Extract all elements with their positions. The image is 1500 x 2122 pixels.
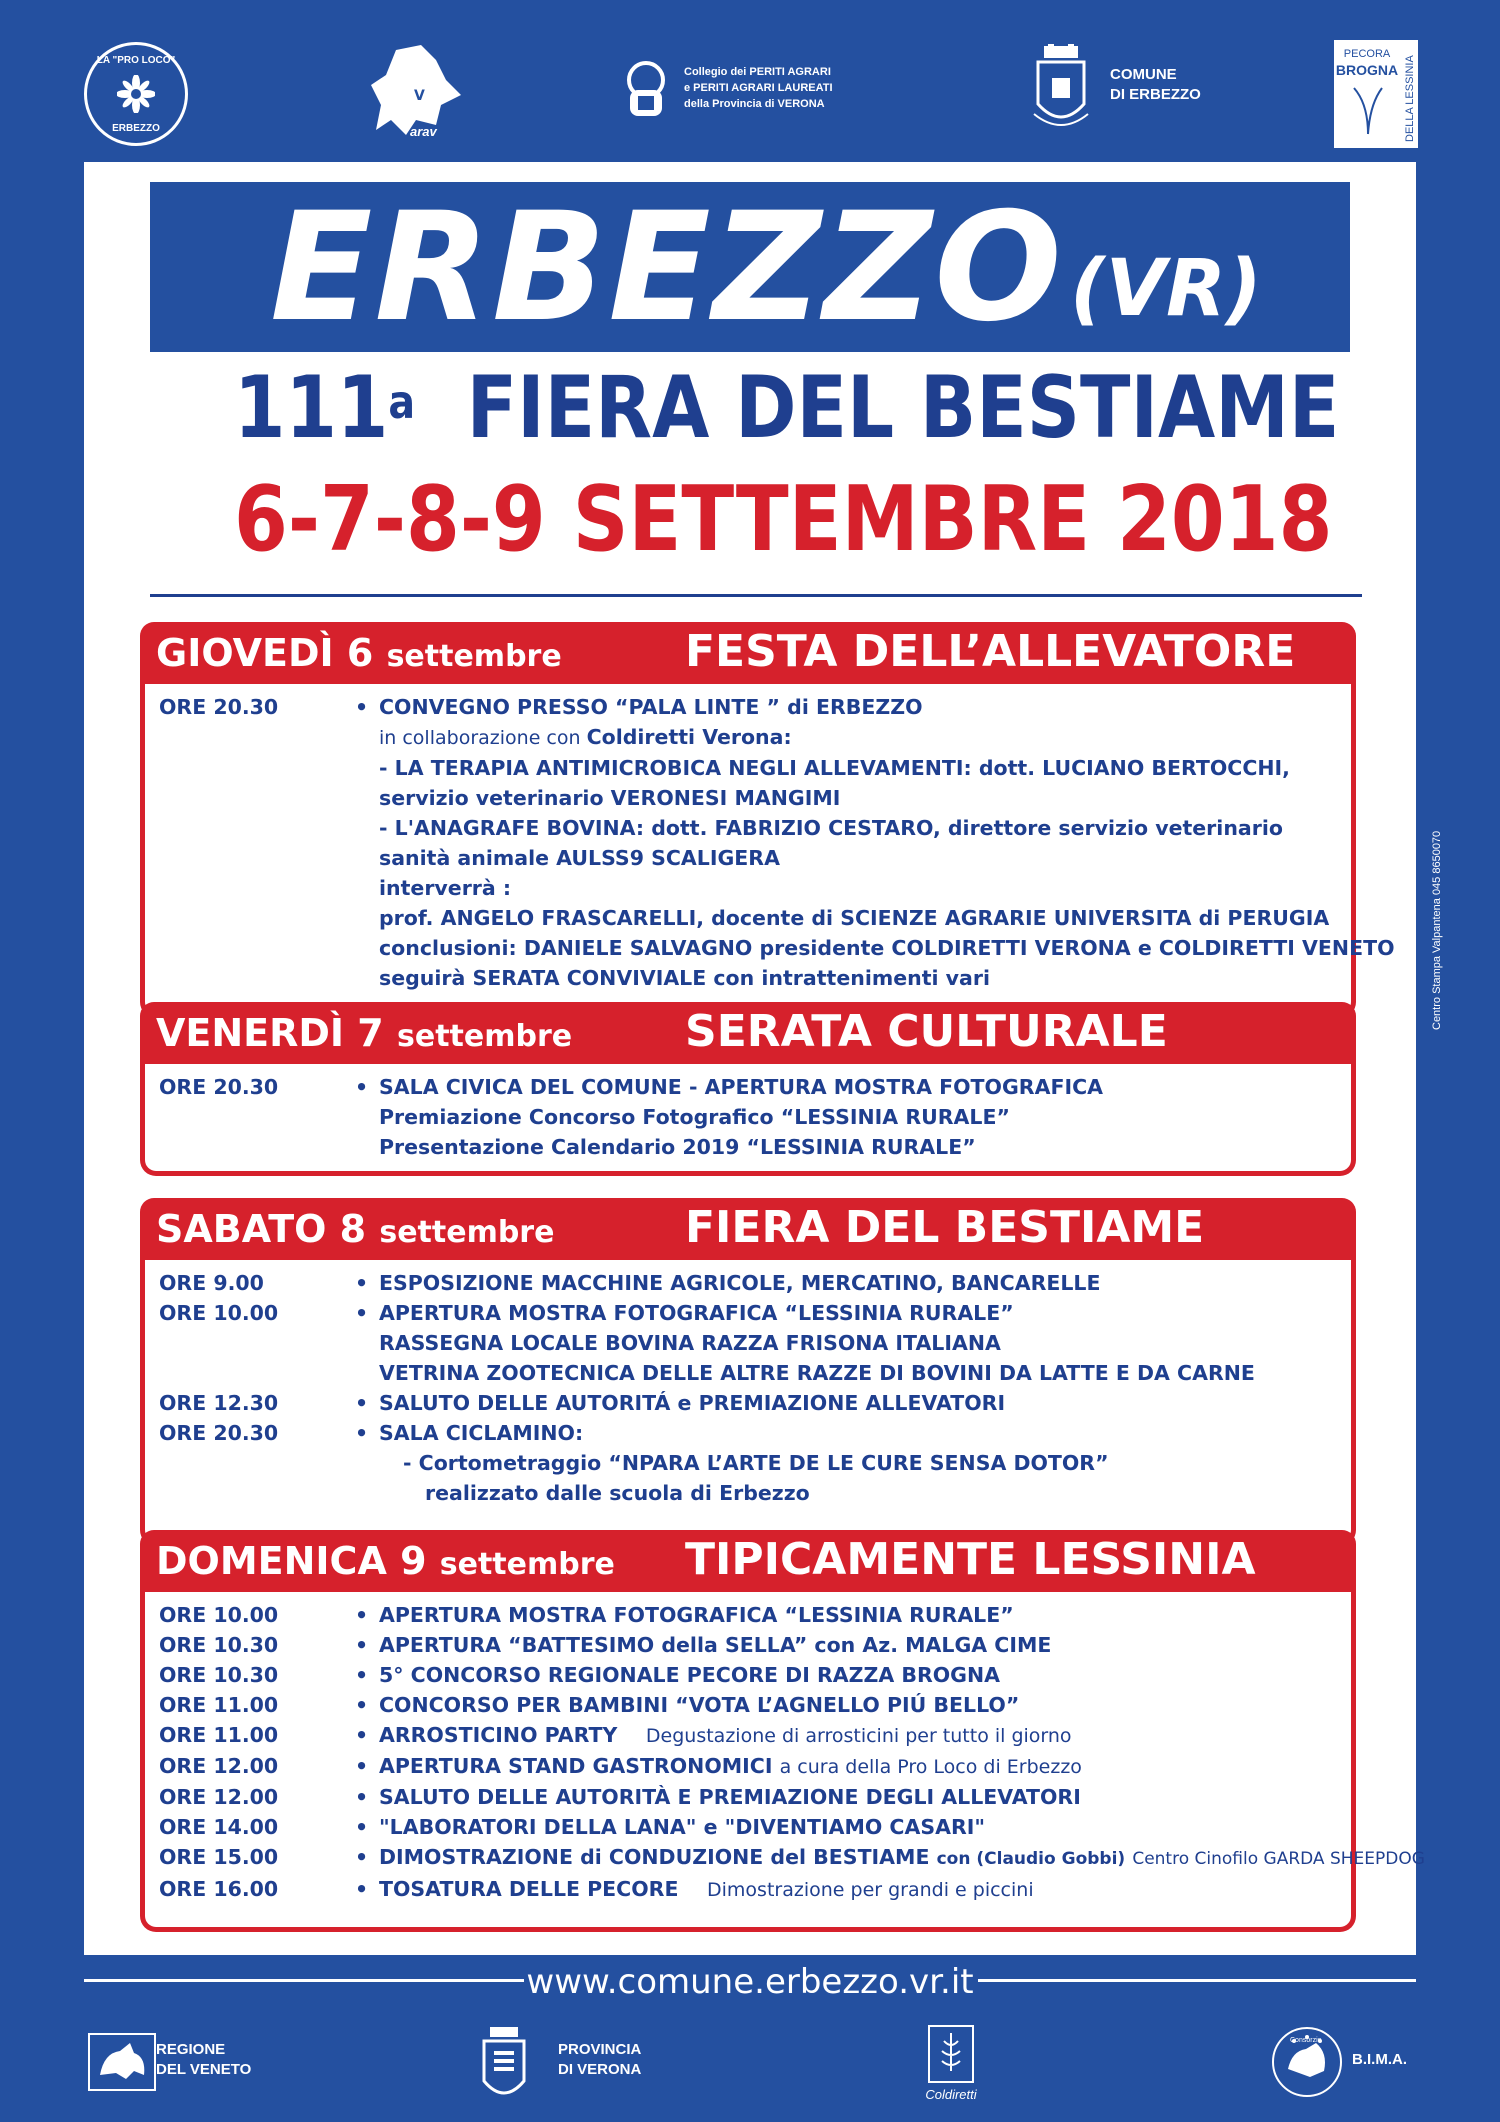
list-item: seguirà SERATA CONVIVIALE con intrattenimenti vari — [379, 966, 990, 990]
list-item: ORE 9.00 • ESPOSIZIONE MACCHINE AGRICOLE, MERCATINO, BANCARELLE — [159, 1271, 1101, 1295]
day-header — [140, 1198, 1356, 1260]
list-item: sanità animale AULSS9 SCALIGERA — [379, 846, 780, 870]
day-theme: FESTA DELL’ALLEVATORE — [685, 626, 1296, 677]
list-item: ORE 14.00 • "LABORATORI DELLA LANA" e "DIVENTIAMO CASARI" — [159, 1815, 986, 1839]
list-item: Premiazione Concorso Fotografico “LESSINIA RURALE” — [379, 1105, 1010, 1129]
list-item: realizzato dalle scuola di Erbezzo — [425, 1481, 810, 1505]
list-item: conclusioni: DANIELE SALVAGNO presidente COLDIRETTI VERONA e COLDIRETTI VENETO — [379, 936, 1395, 960]
coldiretti-emblem-icon — [928, 2025, 974, 2083]
bima-text: B.I.M.A. — [1352, 2051, 1407, 2068]
list-item: ORE 11.00 • CONCORSO PER BAMBINI “VOTA L’AGNELLO PIÚ BELLO” — [159, 1693, 1020, 1717]
list-item: ORE 20.30 • CONVEGNO PRESSO “PALA LINTE ” di ERBEZZO — [159, 695, 923, 719]
list-item: ORE 12.00 • SALUTO DELLE AUTORITÀ E PREMIAZIONE DEGLI ALLEVATORI — [159, 1785, 1081, 1809]
pro-loco-logo-top-text: LA "PRO LOCO" — [96, 55, 176, 66]
website-link[interactable]: www.comune.erbezzo.vr.it — [526, 1962, 974, 2002]
pecora-brogna-logo — [1334, 40, 1418, 148]
pro-loco-logo — [84, 42, 188, 146]
list-item: Presentazione Calendario 2019 “LESSINIA RURALE” — [379, 1135, 976, 1159]
day-schedule — [140, 1260, 1356, 1546]
pro-loco-logo-bottom-text: ERBEZZO — [112, 123, 160, 134]
pecora-brand-text: BROGNA — [1335, 62, 1399, 78]
list-item: ORE 10.30 • APERTURA “BATTESIMO della SELLA” con Az. MALGA CIME — [159, 1633, 1052, 1657]
day-theme: FIERA DEL BESTIAME — [685, 1202, 1205, 1253]
day-theme: SERATA CULTURALE — [685, 1006, 1168, 1057]
top-logo-strip — [0, 0, 1500, 160]
collegio-emblem-icon — [620, 60, 672, 120]
collegio-line-2: e PERITI AGRARI LAUREATI — [684, 82, 833, 94]
edelweiss-icon — [117, 75, 155, 113]
pecora-top-text: PECORA — [1343, 48, 1391, 60]
collegio-line-1: Collegio dei PERITI AGRARI — [684, 66, 831, 78]
day-header — [140, 1530, 1356, 1592]
regione-veneto-logo — [88, 2033, 308, 2103]
bima-logo — [1272, 2027, 1422, 2107]
list-item: ORE 12.30 • SALUTO DELLE AUTORITÁ e PREMIAZIONE ALLEVATORI — [159, 1391, 1006, 1415]
day-section-thursday — [140, 622, 1395, 1018]
day-name: VENERDÌ 7 settembre — [156, 1011, 573, 1055]
event-dates: 6-7-8-9 SETTEMBRE 2018 — [234, 467, 1333, 572]
day-section-sunday — [140, 1530, 1425, 1932]
list-item: - L'ANAGRAFE BOVINA: dott. FABRIZIO CESTARO, direttore servizio veterinario — [379, 816, 1283, 840]
title-banner — [150, 181, 1350, 355]
comune-line-1: COMUNE — [1110, 66, 1177, 83]
sheep-icon — [1348, 84, 1388, 140]
collegio-line-3: della Provincia di VERONA — [684, 98, 825, 110]
list-item: ORE 10.00 • APERTURA MOSTRA FOTOGRAFICA “LESSINIA RURALE” — [159, 1301, 1014, 1325]
list-item: interverrà : — [379, 876, 512, 900]
page-title: ERBEZZO — [270, 181, 1064, 355]
edition-number: 111 — [234, 358, 389, 458]
day-schedule — [140, 1064, 1356, 1176]
provincia-line-1: PROVINCIA — [558, 2041, 642, 2058]
arav-logo-text: arav — [410, 124, 437, 139]
title-divider — [150, 594, 1362, 597]
list-item: ORE 10.00 • APERTURA MOSTRA FOTOGRAFICA “LESSINIA RURALE” — [159, 1603, 1014, 1627]
comune-erbezzo-logo — [1030, 44, 1230, 136]
day-section-friday — [140, 1002, 1356, 1176]
regione-line-1: REGIONE — [156, 2041, 226, 2058]
list-item: - LA TERAPIA ANTIMICROBICA NEGLI ALLEVAMENTI: dott. LUCIANO BERTOCCHI, — [379, 756, 1290, 780]
coldiretti-logo — [916, 2025, 986, 2113]
day-name: GIOVEDÌ 6 settembre — [156, 631, 562, 675]
day-name: SABATO 8 settembre — [156, 1207, 555, 1251]
day-header — [140, 1002, 1356, 1064]
coldiretti-text: Coldiretti — [925, 2087, 977, 2102]
list-item: ORE 15.00 • DIMOSTRAZIONE di CONDUZIONE del BESTIAME con (Claudio Gobbi) Centro Cinofilo GARDA SHEEPDOG — [159, 1845, 1425, 1869]
bima-small-text: Consorzio — [1290, 2037, 1322, 2044]
list-item: - Cortometraggio “NPARA L’ARTE DE LE CURE SENSA DOTOR” — [403, 1451, 1109, 1475]
svg-text:V: V — [414, 88, 425, 104]
provincia-line-2: DI VERONA — [558, 2061, 642, 2078]
list-item: ORE 10.30 • 5° CONCORSO REGIONALE PECORE DI RAZZA BROGNA — [159, 1663, 1001, 1687]
comune-line-2: DI ERBEZZO — [1110, 86, 1201, 103]
day-name: DOMENICA 9 settembre — [156, 1539, 615, 1583]
list-item: prof. ANGELO FRASCARELLI, docente di SCIENZE AGRARIE UNIVERSITA di PERUGIA — [379, 906, 1330, 930]
day-theme: TIPICAMENTE LESSINIA — [685, 1534, 1256, 1585]
list-item: VETRINA ZOOTECNICA DELLE ALTRE RAZZE DI BOVINI DA LATTE E DA CARNE — [379, 1361, 1255, 1385]
day-section-saturday — [140, 1198, 1356, 1546]
list-item: servizio veterinario VERONESI MANGIMI — [379, 786, 841, 810]
provincia-verona-logo — [478, 2025, 698, 2111]
day-header — [140, 622, 1356, 684]
lion-icon — [88, 2033, 156, 2091]
pecora-side-text: DELLA LESSINIA — [1404, 55, 1416, 142]
regione-line-2: DEL VENETO — [156, 2061, 252, 2078]
day-schedule — [140, 1592, 1425, 1932]
list-item: in collaborazione con Coldiretti Verona: — [379, 725, 792, 749]
arav-logo — [366, 40, 466, 150]
event-name: FIERA DEL BESTIAME — [466, 358, 1340, 458]
list-item: ORE 16.00 • TOSATURA DELLE PECORE Dimostrazione per grandi e piccini — [159, 1877, 1034, 1901]
list-item: RASSEGNA LOCALE BOVINA RAZZA FRISONA ITALIANA — [379, 1331, 1001, 1355]
page-title-province: (VR) — [1070, 244, 1262, 334]
main-panel — [84, 162, 1425, 1955]
list-item: ORE 12.00 • APERTURA STAND GASTRONOMICI a cura della Pro Loco di Erbezzo — [159, 1754, 1082, 1778]
list-item: ORE 11.00 • ARROSTICINO PARTY Degustazione di arrosticini per tutto il giorno — [159, 1723, 1072, 1747]
list-item: ORE 20.30 • SALA CICLAMINO: — [159, 1421, 584, 1445]
event-subtitle — [234, 358, 1340, 458]
edition-ordinal: a — [388, 375, 416, 429]
day-schedule — [140, 684, 1395, 1018]
printer-credit: Centro Stampa Valpantena 045 8650070 — [1431, 830, 1443, 1030]
comune-crest-icon — [1030, 44, 1092, 134]
list-item: ORE 20.30 • SALA CIVICA DEL COMUNE - APERTURA MOSTRA FOTOGRAFICA — [159, 1075, 1103, 1099]
footer — [0, 1955, 1500, 2122]
provincia-crest-icon — [478, 2025, 530, 2107]
collegio-periti-agrari-logo — [620, 56, 880, 126]
